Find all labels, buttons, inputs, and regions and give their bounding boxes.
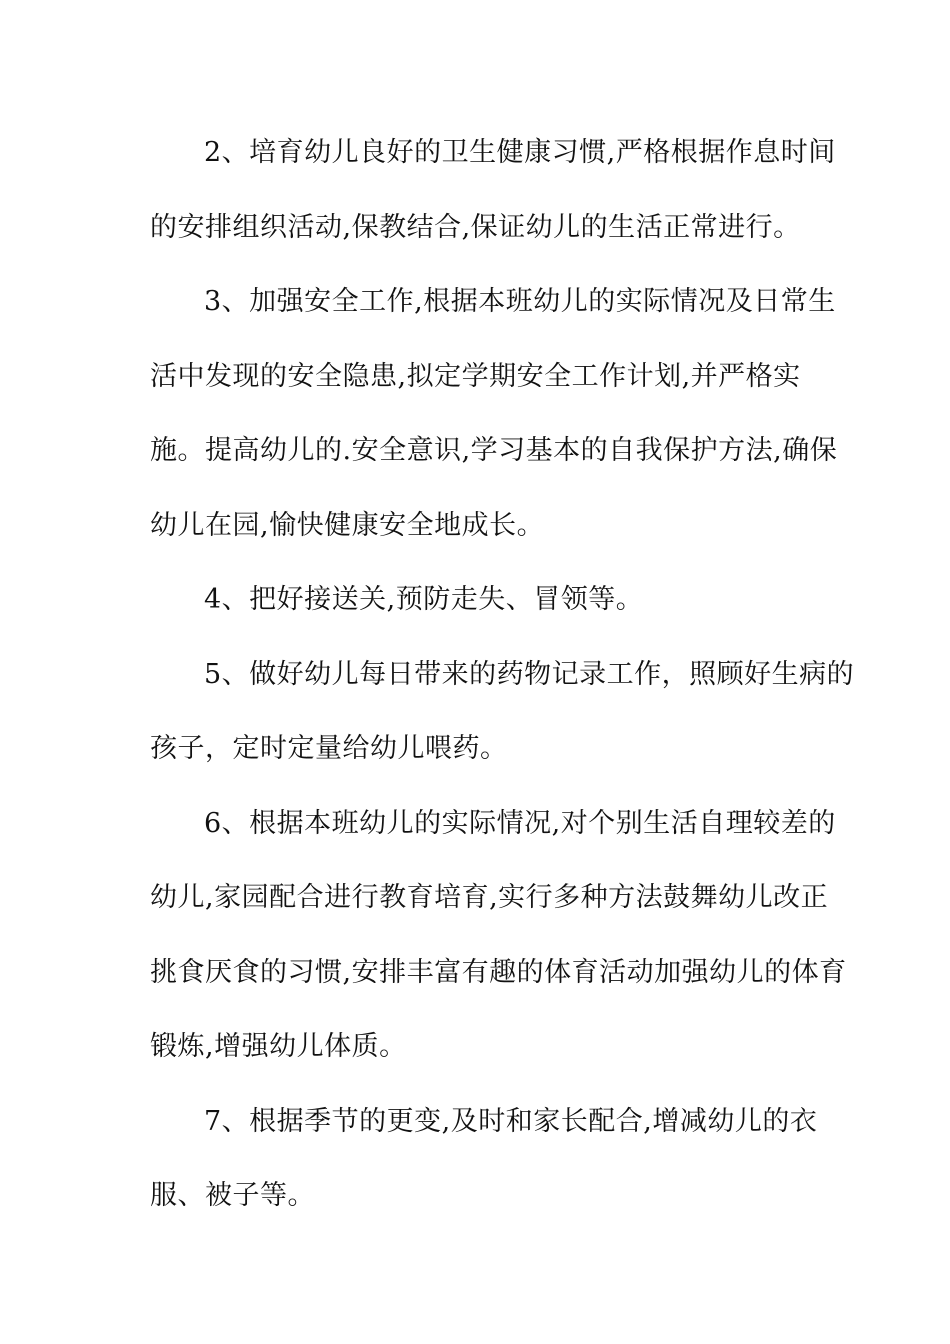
paragraph-5-line-1: 5、做好幼儿每日带来的药物记录工作，照顾好生病的 xyxy=(204,658,855,690)
paragraph-4-line-1: 4、把好接送关,预防走失、冒领等。 xyxy=(204,584,644,615)
paragraph-2-line-2: 的安排组织活动,保教结合,保证幼儿的生活正常进行。 xyxy=(150,211,801,243)
paragraph-6-line-3: 挑食厌食的习惯,安排丰富有趣的体育活动加强幼儿的体育 xyxy=(150,956,847,988)
paragraph-3-line-2: 活中发现的安全隐患,拟定学期安全工作计划,并严格实 xyxy=(150,360,801,392)
paragraph-6-line-1: 6、根据本班幼儿的实际情况,对个别生活自理较差的 xyxy=(204,807,836,839)
document-body xyxy=(150,125,855,1243)
paragraph-6-line-4: 锻炼,增强幼儿体质。 xyxy=(150,1031,407,1062)
paragraph-3-line-3: 施。提高幼儿的.安全意识,学习基本的自我保护方法,确保 xyxy=(150,435,838,466)
paragraph-5-line-2: 孩子，定时定量给幼儿喂药。 xyxy=(150,733,508,764)
paragraph-3-line-4: 幼儿在园,愉快健康安全地成长。 xyxy=(150,509,545,541)
paragraph-2-line-1: 2、培育幼儿良好的卫生健康习惯,严格根据作息时间 xyxy=(204,137,836,168)
paragraph-7-line-1: 7、根据季节的更变,及时和家长配合,增减幼儿的衣 xyxy=(204,1105,818,1137)
paragraph-7-line-2: 服、被子等。 xyxy=(150,1180,315,1211)
paragraph-6-line-2: 幼儿,家园配合进行教育培育,实行多种方法鼓舞幼儿改正 xyxy=(150,882,829,913)
paragraph-3-line-1: 3、加强安全工作,根据本班幼儿的实际情况及日常生 xyxy=(204,286,836,317)
